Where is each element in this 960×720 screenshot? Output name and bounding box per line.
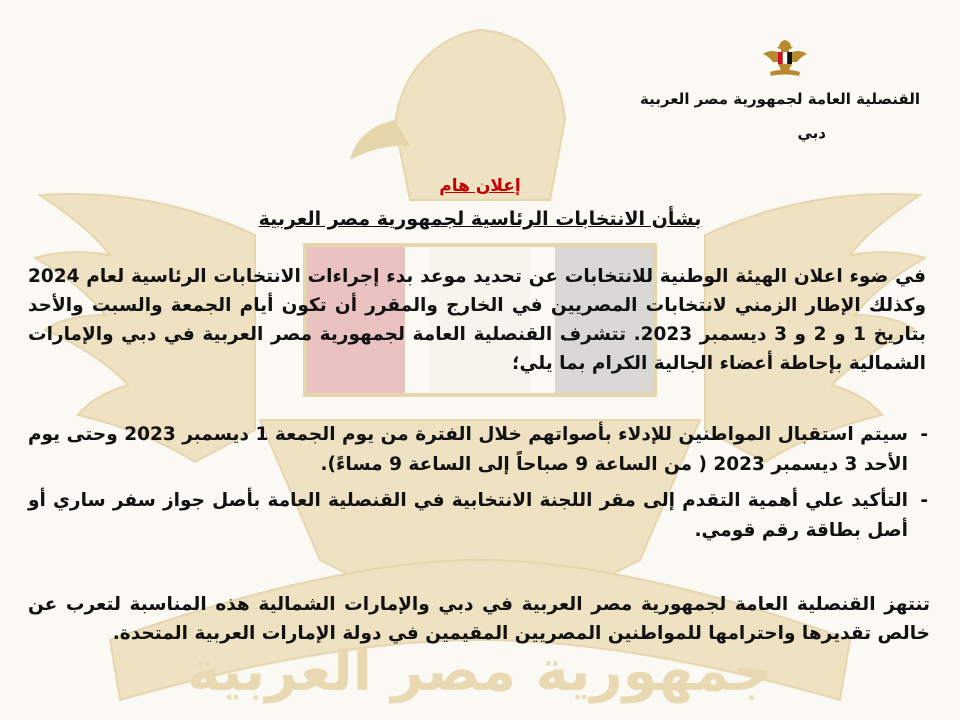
announcement-title: إعلان هام xyxy=(439,176,521,196)
city-name: دبي xyxy=(797,124,826,142)
bullet-dash: - xyxy=(920,424,928,445)
list-item xyxy=(28,486,930,546)
bullet-list xyxy=(28,420,930,552)
bullet-dash: - xyxy=(920,490,928,511)
bullet-text: سيتم استقبال المواطنين للإدلاء بأصواتهم خلال الفترة من يوم الجمعة 1 ديسمبر 2023 وحتى يوم الأحد 3 ديسمبر 2023 ( من الساعة 9 صباحاً إلى الساعة 9 مساءً). xyxy=(28,424,908,475)
announcement-subject: بشأن الانتخابات الرئاسية لجمهورية مصر العربية xyxy=(258,208,702,230)
bullet-text: التأكيد علي أهمية التقدم إلى مقر اللجنة الانتخابية في القنصلية العامة بأصل جواز سفر ساري أو أصل بطاقة رقم قومي. xyxy=(28,490,908,541)
svg-text:جمهورية مصر العربية: جمهورية مصر العربية xyxy=(187,639,773,704)
closing-paragraph: تنتهز القنصلية العامة لجمهورية مصر العربية في دبي والإمارات الشمالية هذه المناسبة لتعرب عن خالص تقديرها واحترامها للمواطنين المصريين المقيمين في دولة الإمارات العربية المتحدة. xyxy=(28,594,930,644)
list-item xyxy=(28,420,930,480)
egypt-eagle-emblem-icon xyxy=(762,38,808,78)
intro-paragraph: في ضوء اعلان الهيئة الوطنية للانتخابات عن تحديد موعد بدء إجراءات الانتخابات الرئاسية لعام 2024 وكذلك الإطار الزمني لانتخابات المصريين في الخارج والمقرر أن تكون أيام الجمعة والسبت والأحد بتاريخ 1 و 2 و 3 ديسمبر 2023. تتشرف القنصلية العامة لجمهورية مصر العربية في دبي والإمارات الشمالية بإحاطة أعضاء الجالية الكرام بما يلي؛ xyxy=(28,266,926,374)
consulate-name: القنصلية العامة لجمهورية مصر العربية xyxy=(640,90,920,108)
